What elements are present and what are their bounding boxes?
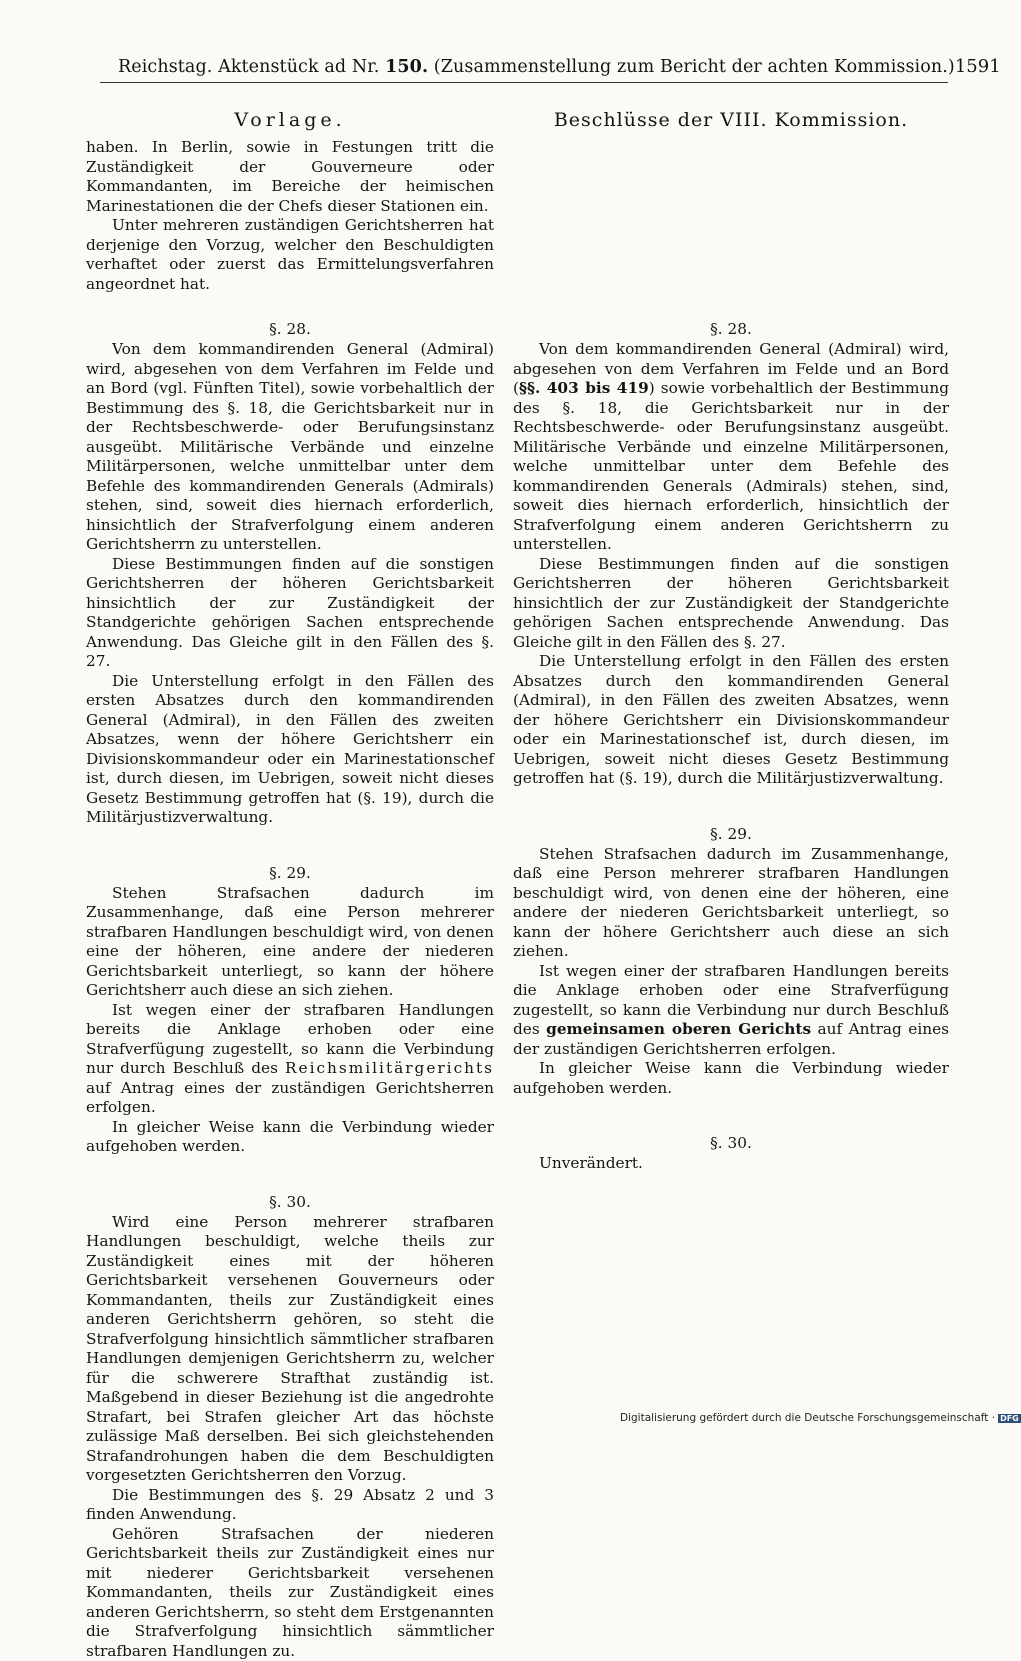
- text-run: Ist wegen einer der strafbaren Handlungen bereits die Anklage erhoben oder eine Strafverfügung zugestellt, so kann die Verbindung nur durch Beschluß des: [86, 1001, 494, 1078]
- section-heading-28: §. 28.: [513, 318, 949, 340]
- header-title: [118, 57, 955, 77]
- section-heading-28: §. 28.: [86, 318, 494, 340]
- emphasized-text: gemeinsamen oberen Gerichts: [546, 1020, 811, 1038]
- paragraph: Stehen Strafsachen dadurch im Zusammenhange, daß eine Person mehrerer strafbaren Handlungen beschuldigt wird, von denen eine der höheren, eine andere der niederen Gerichtsbarkeit unterliegt, so kann der höhere Gerichtsherr auch diese an sich ziehen.: [513, 845, 949, 962]
- page-number: 1591: [955, 56, 1001, 77]
- paragraph-unveraendert: Unverändert.: [513, 1154, 949, 1174]
- paragraph: Gehören Strafsachen der niederen Gerichtsbarkeit theils zur Zuständigkeit eines nur mit niederer Gerichtsbarkeit versehenen Kommandanten, theils zur Zuständigkeit eines anderen Gerichtsherrn, so steht dem Erstgenannten die Strafverfolgung hinsichtlich sämmtlicher strafbaren Handlungen zu.: [86, 1525, 494, 1661]
- paragraph: Die Unterstellung erfolgt in den Fällen des ersten Absatzes durch den kommandirenden General (Admiral), in den Fällen des zweiten Absatzes, wenn der höhere Gerichtsherr ein Divisionskommandeur oder ein Marinestationschef ist, durch diesen, im Uebrigen, soweit nicht dieses Gesetz Bestimmung getroffen hat (§. 19), durch die Militärjustizverwaltung.: [86, 672, 494, 828]
- section-heading-29: §. 29.: [513, 823, 949, 845]
- section-heading-30: §. 30.: [513, 1132, 949, 1154]
- dfg-logo-icon: DFG: [998, 1414, 1021, 1423]
- section-heading-30: §. 30.: [86, 1191, 494, 1213]
- paragraph: [86, 1001, 494, 1118]
- paragraph: Die Unterstellung erfolgt in den Fällen des ersten Absatzes durch den kommandirenden General (Admiral), in den Fällen des zweiten Absatzes, wenn der höhere Gerichtsherr ein Divisionskommandeur oder ein Marinestationschef ist, durch diesen, im Uebrigen, soweit nicht dieses Gesetz Bestimmung getroffen hat (§. 19), durch die Militärjustizverwaltung.: [513, 652, 949, 789]
- digitization-credit: [620, 1412, 1021, 1424]
- header-prefix: Reichstag. Aktenstück ad Nr.: [118, 57, 385, 77]
- paragraph: Die Bestimmungen des §. 29 Absatz 2 und 3 finden Anwendung.: [86, 1486, 494, 1525]
- column-title-beschluesse: Beschlüsse der VIII. Kommission.: [513, 108, 949, 138]
- running-header: [118, 56, 948, 77]
- header-suffix: (Zusammenstellung zum Bericht der achten Kommission.): [428, 57, 955, 77]
- paragraph: Von dem kommandirenden General (Admiral) wird, abgesehen von dem Verfahren im Felde und an Bord (vgl. Fünften Titel), sowie vorbehaltlich der Bestimmung des §. 18, die Gerichtsbarkeit nur in der Rechtsbeschwerde- oder Berufungsinstanz ausgeübt. Militärische Verbände und einzelne Militärpersonen, welche unmittelbar unter dem Befehle des kommandirenden Generals (Admirals) stehen, sind, soweit dies hiernach erforderlich, hinsichtlich der Strafverfolgung einem anderen Gerichtsherrn zu unterstellen.: [86, 340, 494, 555]
- text-run: ) sowie vorbehaltlich der Bestimmung des §. 18, die Gerichtsbarkeit nur in der Rechtsbeschwerde- oder Berufungsinstanz ausgeübt. Militärische Verbände und einzelne Militärpersonen, welche unmittelbar unter dem Befehle des kommandirenden Generals (Admirals) stehen, sind, soweit dies hiernach erforderlich, hinsichtlich der Strafverfolgung einem anderen Gerichtsherrn zu unterstellen.: [513, 379, 949, 553]
- column-vorlage: [86, 108, 494, 1661]
- paragraph: Diese Bestimmungen finden auf die sonstigen Gerichtsherren der höheren Gerichtsbarkeit hinsichtlich der zur Zuständigkeit der Standgerichte gehörigen Sachen entsprechende Anwendung. Das Gleiche gilt in den Fällen des §. 27.: [513, 555, 949, 653]
- text-run: Von dem kommandirenden General (Admiral) wird, abgesehen von dem Verfahren im Felde und an Bord (: [513, 340, 949, 397]
- emphasized-text: Reichsmilitärgerichts: [285, 1059, 494, 1077]
- spacer: [513, 138, 949, 294]
- paragraph: [513, 340, 949, 555]
- section-heading-29: §. 29.: [86, 862, 494, 884]
- paragraph: Wird eine Person mehrerer strafbaren Handlungen beschuldigt, welche theils zur Zuständigkeit eines mit der höheren Gerichtsbarkeit versehenen Gouverneurs oder Kommandanten, theils zur Zuständigkeit eines anderen Gerichtsherrn gehören, so steht die Strafverfolgung hinsichtlich sämmtlicher strafbaren Handlungen demjenigen Gerichtsherrn zu, welcher für die schwerere Strafthat zuständig ist. Maßgebend in dieser Beziehung ist die angedrohte Strafart, bei Strafen gleicher Art das höchste zulässige Maß derselben. Bei sich gleichstehenden Strafandrohungen haben die dem Beschuldigten vorgesetzten Gerichtsherren den Vorzug.: [86, 1213, 494, 1486]
- paragraph: In gleicher Weise kann die Verbindung wieder aufgehoben werden.: [86, 1118, 494, 1157]
- paragraph: Diese Bestimmungen finden auf die sonstigen Gerichtsherren der höheren Gerichtsbarkeit hinsichtlich der zur Zuständigkeit der Standgerichte gehörigen Sachen entsprechende Anwendung. Das Gleiche gilt in den Fällen des §. 27.: [86, 555, 494, 672]
- column-title-vorlage: Vorlage.: [86, 108, 494, 138]
- paragraph: In gleicher Weise kann die Verbindung wieder aufgehoben werden.: [513, 1059, 949, 1098]
- paragraph: Stehen Strafsachen dadurch im Zusammenhange, daß eine Person mehrerer strafbaren Handlungen beschuldigt wird, von denen eine der höheren, eine andere der niederen Gerichtsbarkeit unterliegt, so kann der höhere Gerichtsherr auch diese an sich ziehen.: [86, 884, 494, 1001]
- paragraph: haben. In Berlin, sowie in Festungen tritt die Zuständigkeit der Gouverneure oder Kommandanten, im Bereiche der heimischen Marinestationen die der Chefs dieser Stationen ein.: [86, 138, 494, 216]
- credit-text: Digitalisierung gefördert durch die Deutsche Forschungsgemeinschaft ·: [620, 1412, 995, 1424]
- emphasized-text: §§. 403 bis 419: [519, 379, 649, 397]
- text-run: auf Antrag eines der zuständigen Gerichtsherren erfolgen.: [86, 1079, 494, 1117]
- column-beschluesse: [513, 108, 949, 1174]
- paragraph: [513, 962, 949, 1060]
- text-run: auf Antrag eines der zuständigen Gerichtsherren erfolgen.: [513, 1020, 949, 1058]
- paragraph: Unter mehreren zuständigen Gerichtsherren hat derjenige den Vorzug, welcher den Beschuldigten verhaftet oder zuerst das Ermittelungsverfahren angeordnet hat.: [86, 216, 494, 294]
- header-number: 150.: [385, 57, 428, 77]
- text-run: Ist wegen einer der strafbaren Handlungen bereits die Anklage erhoben oder eine Strafverfügung zugestellt, so kann die Verbindung nur durch Beschluß des: [513, 962, 949, 1039]
- header-rule: [100, 82, 948, 83]
